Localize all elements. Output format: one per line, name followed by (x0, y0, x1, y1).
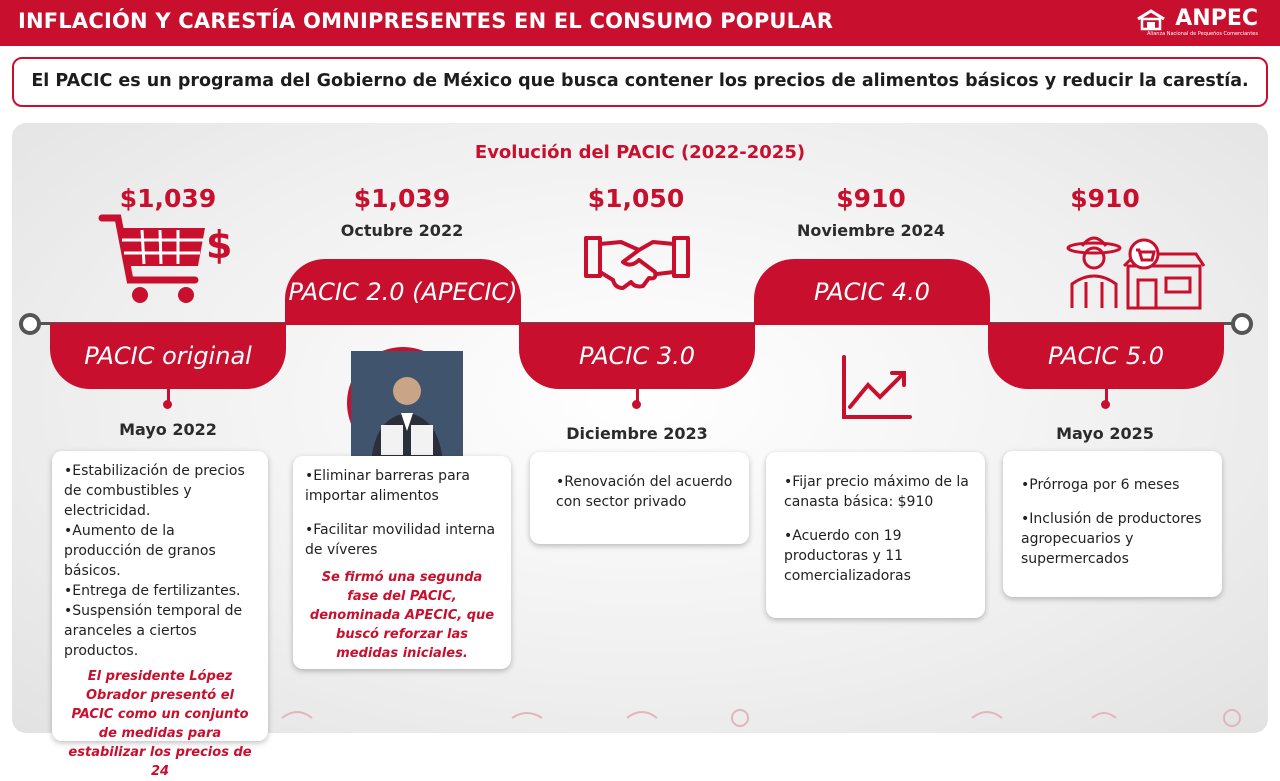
phase-3-pill: PACIC 3.0 (519, 323, 755, 389)
phase-2-pill: PACIC 2.0 (APECIC) (285, 259, 521, 325)
phase-1-bullet: •Suspensión temporal de aranceles a ciertos productos. (64, 603, 243, 659)
phase-1-note: El presidente López Obrador presentó el PACIC como un conjunto de medidas para estabilizar los precios de 24 (68, 669, 252, 779)
phase-1-bullet: •Aumento de la producción de granos básicos. (64, 523, 216, 579)
phase-5-price: $910 (1070, 184, 1140, 213)
phase-2-card (293, 456, 511, 669)
page-title: INFLACIÓN Y CARESTÍA OMNIPRESENTES EN EL CONSUMO POPULAR (18, 9, 834, 33)
anpec-logo (1128, 4, 1258, 42)
phase-5-bullet: •Prórroga por 6 meses (1021, 477, 1180, 493)
decorative-food-icons (12, 704, 1268, 720)
phase-4-bullet: •Fijar precio máximo de la canasta básica: $910 (784, 474, 969, 510)
phase-3-bullet: •Renovación del acuerdo con sector privado (556, 474, 733, 510)
phase-1-bullet: •Entrega de fertilizantes. (64, 583, 241, 599)
president-photo (347, 347, 459, 459)
phase-4-card (766, 452, 985, 618)
phase-5-date: Mayo 2025 (1056, 424, 1154, 443)
handshake-icon (583, 228, 691, 300)
intro-text: El PACIC es un programa del Gobierno de México que busca contener los precios de alimentos básicos y reducir la carestía. (31, 71, 1249, 91)
header-bar (0, 0, 1280, 46)
phase-4-price: $910 (836, 184, 906, 213)
logo-tagline: Alianza Nacional de Pequeños Comerciantes (1147, 31, 1258, 37)
phase-4-bullet: •Acuerdo con 19 productoras y 11 comercializadoras (784, 528, 911, 584)
phase-3-date: Diciembre 2023 (566, 424, 708, 443)
house-icon (1136, 9, 1166, 31)
farmer-store-icon (1066, 232, 1206, 310)
phase-2-note: Se firmó una segunda fase del PACIC, denominada APECIC, que buscó reforzar las medidas iniciales. (309, 570, 495, 661)
phase-3-stem-dot (632, 400, 641, 409)
phase-1-bullet: •Estabilización de precios de combustibles y electricidad. (64, 463, 245, 519)
phase-4-pill: PACIC 4.0 (754, 259, 990, 325)
phase-1-stem-dot (163, 400, 172, 409)
phase-1-card (52, 451, 268, 779)
phase-2-bullet: •Facilitar movilidad interna de víveres (305, 522, 496, 558)
trend-chart-icon (840, 355, 912, 421)
intro-box (12, 57, 1268, 107)
logo-brand: ANPEC (1175, 6, 1258, 31)
phase-3-price: $1,050 (587, 184, 685, 213)
phase-2-price: $1,039 (353, 184, 451, 213)
shopping-cart-dollar-icon (100, 210, 240, 310)
phase-1-date: Mayo 2022 (119, 420, 217, 439)
timeline-end-dot (1231, 313, 1253, 335)
phase-5-stem-dot (1101, 400, 1110, 409)
phase-5-bullet: •Inclusión de productores agropecuarios y supermercados (1021, 511, 1202, 567)
svg-text:$: $ (206, 223, 233, 267)
phase-2-bullet: •Eliminar barreras para importar alimentos (305, 468, 470, 504)
phase-2-date: Octubre 2022 (340, 221, 464, 240)
phase-1-pill: PACIC original (50, 323, 286, 389)
phase-1-price: $1,039 (119, 184, 217, 213)
phase-5-pill: PACIC 5.0 (988, 323, 1224, 389)
phase-5-card (1003, 451, 1222, 597)
timeline-subtitle: Evolución del PACIC (2022-2025) (474, 142, 806, 163)
phase-4-date: Noviembre 2024 (796, 221, 946, 240)
phase-3-card (530, 452, 749, 544)
timeline-start-dot (19, 313, 41, 335)
